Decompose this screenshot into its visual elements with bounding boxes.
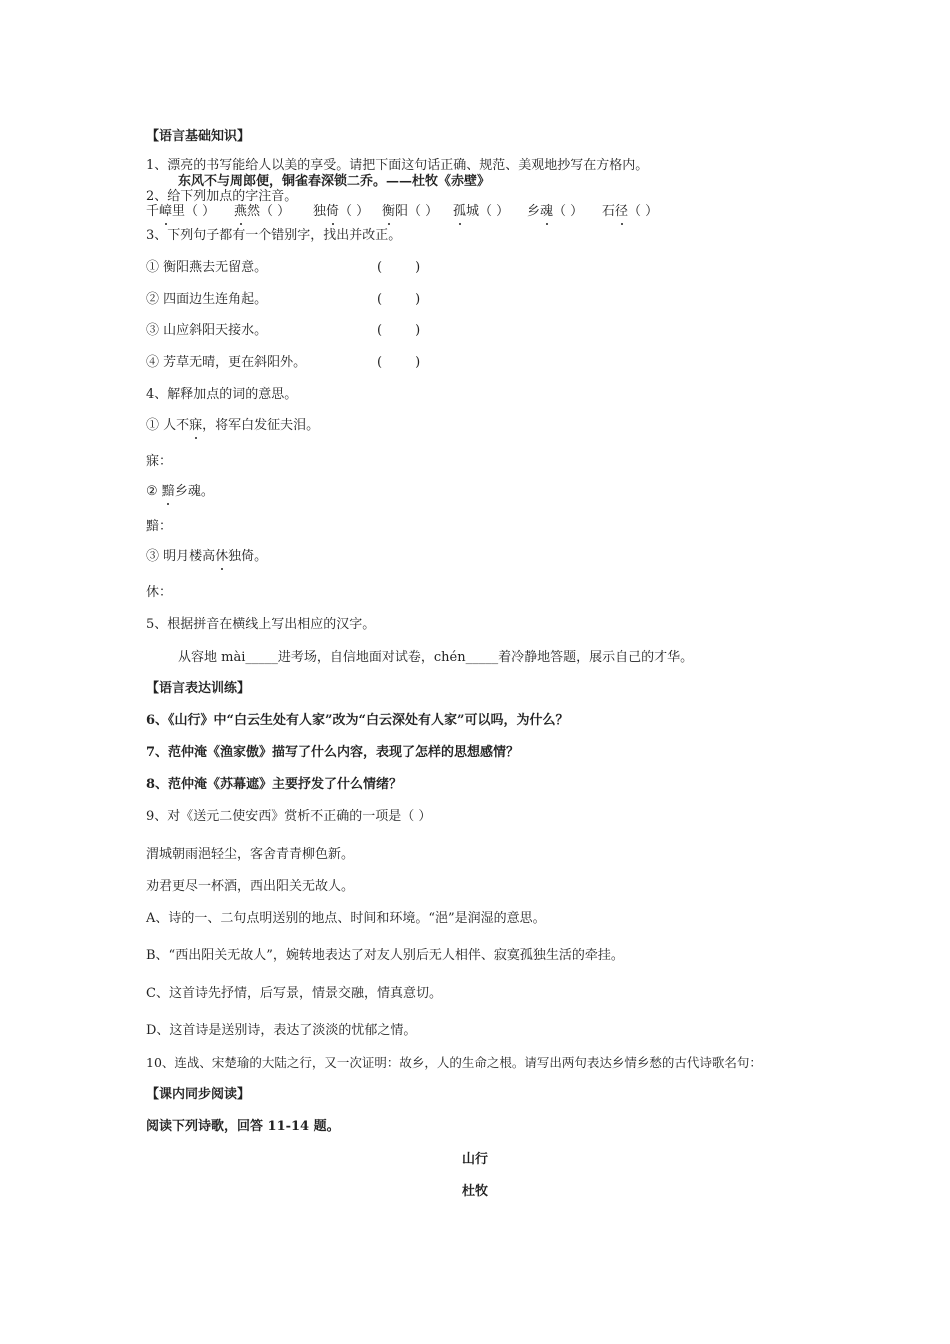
- question-3-item: ② 四面边生连角起。: [146, 292, 268, 307]
- poem-title: 山行: [461, 1152, 488, 1167]
- question-9: 9、对《送元二使安西》赏析不正确的一项是（ ）: [146, 809, 432, 824]
- question-4-answer-label: 休：: [146, 585, 173, 600]
- question-8: 8、范仲淹《苏幕遮》主要抒发了什么情绪？: [146, 777, 403, 792]
- answer-blank: ( ): [377, 355, 421, 370]
- question-4-answer-label: 寐：: [146, 454, 173, 469]
- section-heading-basic: 【语言基础知识】: [146, 129, 251, 144]
- option-b: B、“西出阳关无故人”，婉转地表达了对友人别后无人相伴、寂寞孤独生活的牵挂。: [146, 948, 624, 963]
- question-3-item: ④ 芳草无晴，更在斜阳外。: [146, 355, 307, 370]
- answer-blank: ( ): [377, 292, 421, 307]
- question-2: 2、给下列加点的字注音。: [146, 189, 298, 204]
- poem-line: 渭城朝雨浥轻尘，客舍青青柳色新。: [146, 847, 355, 862]
- option-a: A、诗的一、二句点明送别的地点、时间和环境。“浥”是润湿的意思。: [146, 911, 546, 926]
- section-heading-reading: 【课内同步阅读】: [146, 1087, 251, 1102]
- option-d: D、这首诗是送别诗，表达了淡淡的忧郁之情。: [146, 1023, 417, 1038]
- question-2-item: 乡魂（ ）: [527, 204, 584, 219]
- question-1-poem: 东风不与周郎便，铜雀春深锁二乔。——杜牧《赤壁》: [178, 174, 491, 189]
- question-3-item: ③ 山应斜阳天接水。: [146, 323, 268, 338]
- answer-blank: ( ): [377, 260, 421, 275]
- question-2-item: 孤城（ ）: [453, 204, 510, 219]
- question-5: 5、根据拼音在横线上写出相应的汉字。: [146, 617, 376, 632]
- question-4-item: ① 人不寐，将军白发征夫泪。: [146, 418, 320, 433]
- poem-author: 杜牧: [461, 1184, 488, 1199]
- question-4-answer-label: 黯：: [146, 519, 173, 534]
- option-c: C、这首诗先抒情，后写景，情景交融，情真意切。: [146, 986, 442, 1001]
- question-10: 10、连战、宋楚瑜的大陆之行，又一次证明：故乡，人的生命之根。请写出两句表达乡情乡愁的古代诗歌名句：: [146, 1055, 762, 1070]
- question-6: 6、《山行》中“白云生处有人家”改为“白云深处有人家”可以吗，为什么？: [146, 713, 569, 728]
- answer-blank: ( ): [377, 323, 421, 338]
- question-7: 7、范仲淹《渔家傲》描写了什么内容，表现了怎样的思想感情？: [146, 745, 520, 760]
- poem-line: 劝君更尽一杯酒，西出阳关无故人。: [146, 879, 355, 894]
- question-2-item: 衡阳（ ）: [382, 204, 439, 219]
- question-2-item: 千嶂里（ ）: [146, 204, 216, 219]
- question-5-sentence: 从容地 mài_____进考场，自信地面对试卷，chén_____着冷静地答题，展示自己的才华。: [178, 650, 694, 665]
- question-2-item: 燕然（ ）: [234, 204, 291, 219]
- question-4: 4、解释加点的词的意思。: [146, 387, 298, 402]
- question-1: 1、漂亮的书写能给人以美的享受。请把下面这句话正确、规范、美观地抄写在方格内。: [146, 158, 649, 173]
- question-4-item: ③ 明月楼高休独倚。: [146, 549, 268, 564]
- question-2-item: 石径（ ）: [602, 204, 659, 219]
- question-2-item: 独倚（ ）: [313, 204, 370, 219]
- reading-instruction: 阅读下列诗歌，回答 11-14 题。: [146, 1119, 340, 1134]
- question-4-item: ② 黯乡魂。: [146, 484, 214, 499]
- question-3: 3、下列句子都有一个错别字，找出并改正。: [146, 228, 402, 243]
- section-heading-expression: 【语言表达训练】: [146, 681, 251, 696]
- question-3-item: ① 衡阳燕去无留意。: [146, 260, 268, 275]
